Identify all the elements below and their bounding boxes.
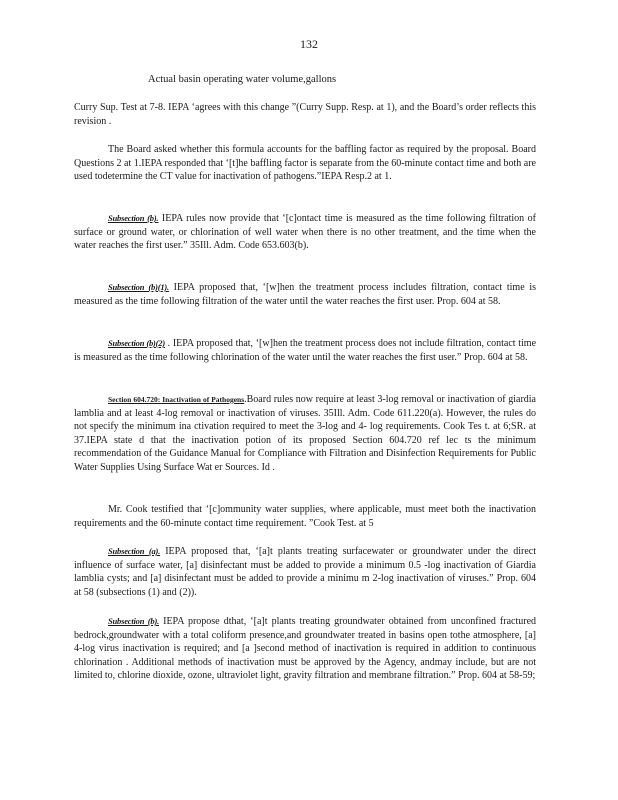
paragraph-cook-testimony [74, 503, 536, 530]
paragraph-text: . IEPA proposed that, ‘[w]hen the treatment process does not include filtration, contact time is measured as the time following chlorination of the water until the water reaches the first user.” Prop. 604 at 58. [74, 338, 537, 363]
subsection-heading: Subsection (b)(1). [108, 282, 169, 292]
paragraph-text: Curry Sup. Test at 7-8. IEPA ‘agrees with this change ”(Curry Supp. Resp. at 1), and the Board’s order reflects this revision . [74, 102, 536, 127]
paragraph-text: Mr. Cook testified that ‘[c]ommunity water supplies, where applicable, must meet both the inactivation requirements and the 60-minute contact time requirement. ”Cook Test. at 5 [74, 504, 536, 529]
section-heading: Section 604.720: Inactivation of Pathogens [108, 395, 245, 404]
paragraph-text: IEPA rules now provide that ‘[c]ontact time is measured as the time following filtration of surface or ground water, or chlorination of well water when there is no other treatment, and the time when the water reaches the first user.” 35Ill. Adm. Code 653.603(b). [74, 213, 536, 251]
paragraph-subsection-b [74, 212, 536, 253]
paragraph-subsection-b1 [74, 281, 536, 308]
paragraph-subsection-b2 [74, 337, 536, 364]
paragraph-curry-test [74, 101, 536, 128]
subsection-heading: Subsection (b). [108, 213, 159, 223]
paragraph-subsection-a [74, 545, 536, 599]
paragraph-baffling-factor [74, 143, 536, 184]
subsection-heading: Subsection (b). [108, 616, 160, 626]
subsection-heading: Subsection (a). [108, 546, 161, 556]
page-number: 132 [300, 37, 318, 51]
subsection-heading: Subsection (b)(2) [108, 338, 165, 348]
paragraph-section-604-720 [74, 393, 536, 474]
formula-denominator: Actual basin operating water volume,gallons [148, 74, 337, 85]
paragraph-text: IEPA proposed that, ‘[a]t plants treating surfacewater or groundwater under the direct influence of surface water, [a] disinfectant must be added to provide a minimum 0.5 -log inactivation of Giardia lamblia cysts; and [a] disinfectant must be added to provide a minimu m 2-log inactivation of viruses.” Prop. 604 at 58 (subsections (1) and (2)). [74, 546, 537, 598]
paragraph-text: The Board asked whether this formula accounts for the baffling factor as required by the proposal. Board Questions 2 at 1.IEPA responded that ‘[t]he baffling factor is separate from the 60-minute contact time and both are used todetermine the CT value for inactivation of pathogens.”IEPA Resp.2 at 1. [74, 144, 536, 182]
paragraph-text: IEPA proposed that, ‘[w]hen the treatment process includes filtration, contact time is measured as the time following filtration of the water until the water reaches the first user. Prop. 604 at 58. [74, 282, 537, 307]
paragraph-subsection-b-groundwater [74, 615, 536, 683]
paragraph-text: IEPA propose dthat, ‘[a]t plants treating groundwater obtained from unconfined fractured bedrock,groundwater with a total coliform presence,and groundwater treated in basins open tothe atmosphere, [a] 4-log virus inactivation is required; and [a ]second method of inactivation is required in addition to continuous chlorination . Additional methods of inactivation must be approved by the Agency, andmay include, but are not limited to, chlorine dioxide, ozone, ultraviolet light, gravity filtration and membrane filtration.” Prop. 604 at 58-59; [74, 616, 537, 681]
paragraph-text: .Board rules now require at least 3-log removal or inactivation of giardia lamblia and at least 4-log removal or inactivation of viruses. 35Ill. Adm. Code 611.220(a). However, the rules do not specify the minimum ina ctivation required to meet the 3-log and 4- log requirements. Cook Tes t. at 6;SR. at 37.IEPA state d that the inactivation potion of its proposed Section 604.720 ref lec ts the minimum recommendation of the Guidance Manual for Compliance with Filtration and Disinfection Requirements for Public Water Supplies Using Surface Wat er Sources. Id . [74, 394, 536, 473]
